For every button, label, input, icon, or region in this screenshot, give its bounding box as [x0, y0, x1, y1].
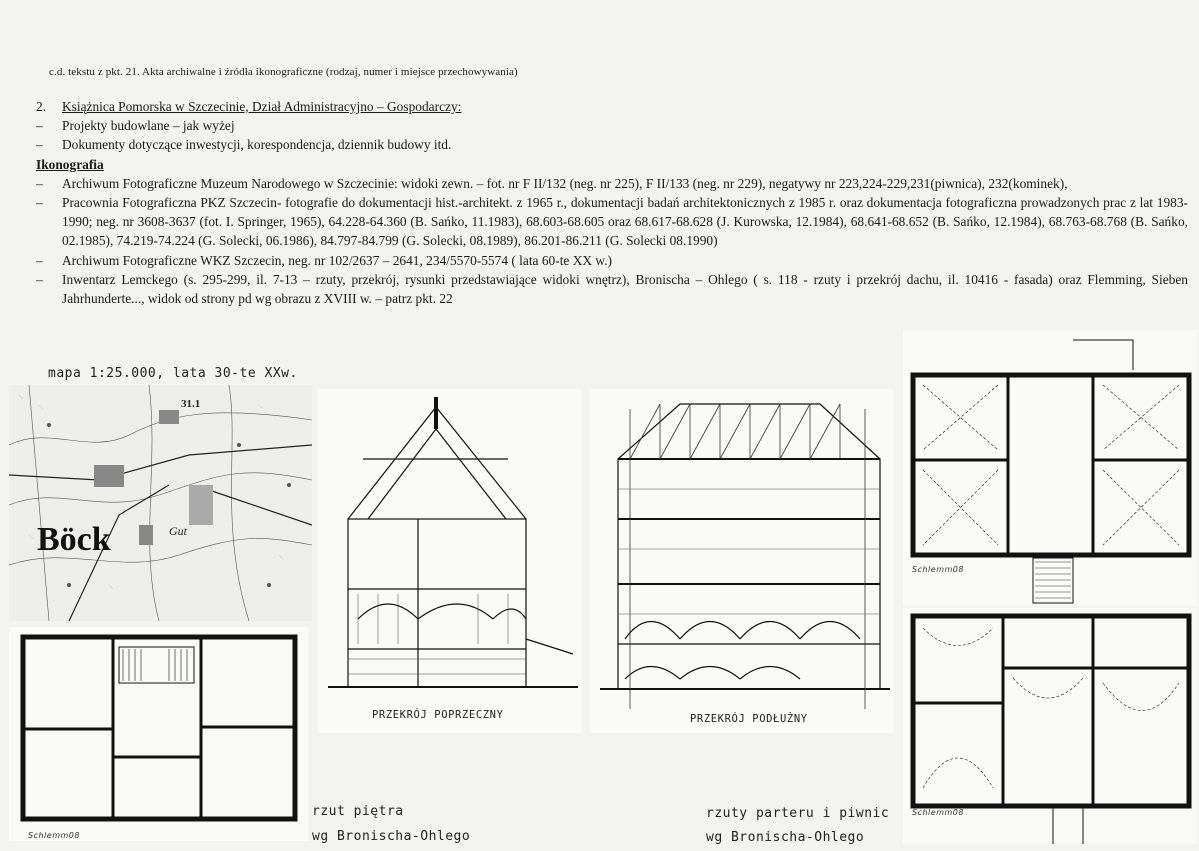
list-item: – Projekty budowlane – jak wyżej [36, 118, 235, 134]
text-block [36, 97, 1188, 308]
list-item: – Dokumenty dotyczące inwestycji, korespondencja, dziennik budowy itd. [36, 137, 452, 153]
cross-section-caption: PRZEKRÓJ POPRZECZNY [372, 709, 504, 721]
gut-label: Gut [169, 524, 187, 538]
ground-floor-caption-1: rzuty parteru i piwnic [706, 806, 890, 821]
ground-floor-caption-2: wg Bronischa-Ohlego [706, 830, 865, 845]
section2-title: Książnica Pomorska w Szczecinie, Dział Administracyjno – Gospodarczy: [62, 99, 462, 114]
upper-floor-caption-1: rzut piętra [312, 804, 404, 819]
list-item: – Archiwum Fotograficzne Muzeum Narodowego w Szczecinie: widoki zewn. – fot. nr F II/132 (neg. nr 225), F II/133 (neg. nr 229), negatywy nr 223,224-229,231(piwnica), 232(kominek), [36, 175, 1068, 191]
header-note: c.d. tekstu z pkt. 21. Akta archiwalne i źródła ikonograficzne (rodzaj, numer i miejsce przechowywania) [49, 66, 518, 78]
list-item: – Pracownia Fotograficzna PKZ Szczecin- fotografie do dokumentacji hist.-architekt. z 1965 r., dokumentacji badań architektonicznych z 1985 r. oraz dokumentacja fotograficzna prowadzonych prac z lat 1983-1990; neg. nr 3608-3637 (fot. I. Springer, 1965), 64.228-64.360 (B. Sańko, 11.1983), 68.603-68.605 oraz 68.617-68.628 (J. Kurowska, 12.1984), 68.641-68.652 (B. Sańko, 12.1984), 68.763-68.768 (B. Sańko, 02.1985), 74.219-74.224 (G. Solecki, 06.1986), 84.797-84.799 (G. Solecki, 08.1989), 86.201-86.211 (G. Solecki 08.1990) [36, 195, 1188, 249]
elevation-label: 31.1 [181, 398, 201, 410]
list-item: – Archiwum Fotograficzne WKZ Szczecin, neg. nr 102/2637 – 2641, 234/5570-5574 ( lata 60-te XX w.) [36, 252, 612, 268]
long-section-caption: PRZEKRÓJ PODŁUŻNY [690, 713, 808, 725]
list-item: – Inwentarz Lemckego (s. 295-299, il. 7-13 – rzuty, przekrój, rysunki przedstawiające widoki wnętrz), Bronischa – Ohlego ( s. 118 - rzuty i przekrój dachu, il. 10416 - fasada) oraz Flemming, Sieben Jahrhunderte..., widok od strony pd wg obrazu z XVIII w. – patrz pkt. 22 [36, 271, 1188, 307]
archive-stamp: Schlemm08 [28, 831, 80, 840]
place-label: Böck [37, 521, 111, 558]
upper-floor-caption-2: wg Bronischa-Ohlego [312, 829, 471, 844]
upper-floor-plan [9, 627, 309, 841]
ikonografia-heading: Ikonografia [36, 156, 104, 172]
longitudinal-section-drawing [590, 389, 894, 733]
topographic-map [9, 385, 312, 621]
section2-heading [36, 97, 1188, 116]
cross-section-drawing [318, 389, 582, 733]
section2-number: 2. [36, 99, 47, 114]
archive-stamp: Schlemm08 [912, 808, 964, 817]
map-note: mapa 1:25.000, lata 30-te XXw. [48, 366, 298, 381]
archive-stamp: Schlemm08 [912, 565, 964, 574]
